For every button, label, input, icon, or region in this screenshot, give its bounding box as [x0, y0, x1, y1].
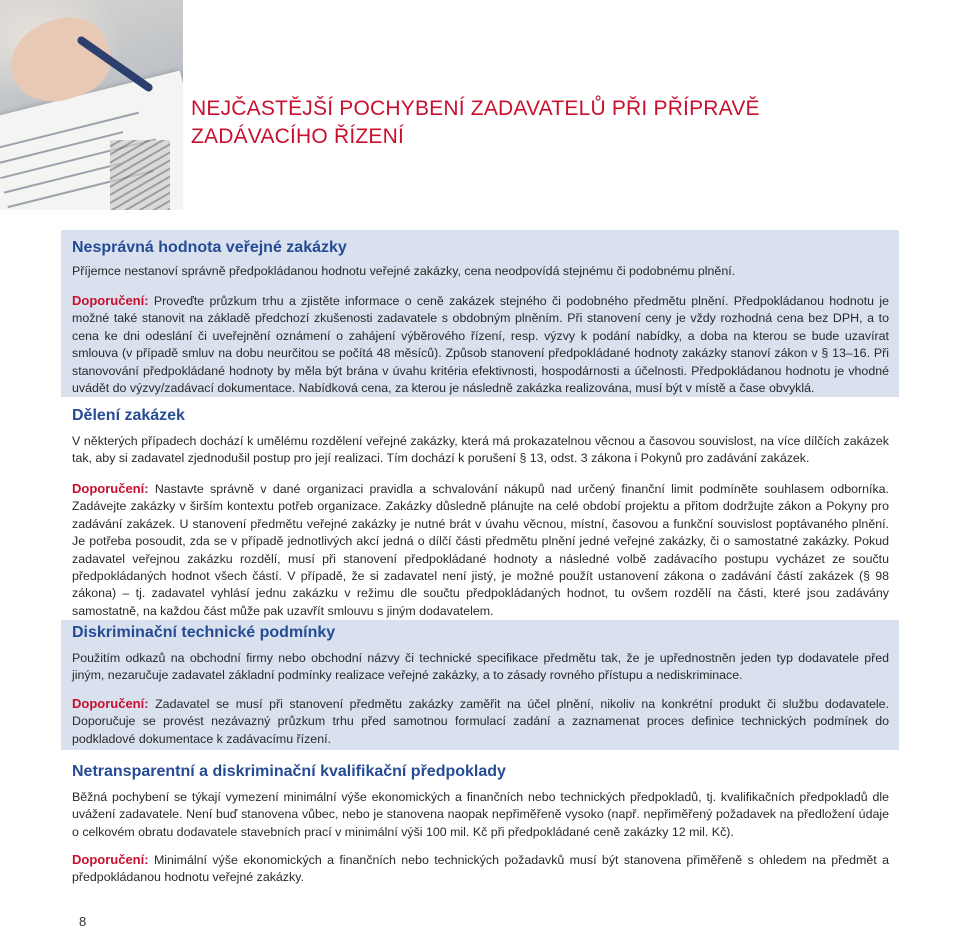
recommendation-label: Doporučení:	[72, 293, 149, 308]
page-number: 8	[79, 914, 87, 929]
section-technical-conditions	[61, 620, 899, 750]
page-title	[191, 95, 760, 151]
recommendation	[72, 851, 889, 887]
header-photo	[0, 0, 183, 210]
section-heading: Dělení zakázek	[72, 407, 185, 424]
recommendation-text: Zadavatel se musí při stanovení předmětu zakázky zaměřit na účel plnění, nikoliv na konkrétní produkt či službu dodavatele. Doporučuje se provést nezávazný průzkum trhu před samotnou formulací zadání a zaznamenat proces definice technických podmínek do podkladové dokumentace k zadávacímu řízení.	[72, 697, 889, 746]
recommendation	[72, 480, 889, 620]
section-splitting	[61, 400, 899, 618]
section-intro: Běžná pochybení se týkají vymezení minimální výše ekonomických a finančních nebo technických předpokladů, tj. kvalifikačních předpokladů dle uvážení zadavatele. Není buď stanovena vůbec, nebo je stanovena naopak nepřiměřeně vysoko (např. nepřiměřený požadavek na předložení údaje o celkovém obratu dodavatele stavebních prací v minimální výši 100 mil. Kč při předpokládané ceně zakázky 12 mil. Kč).	[72, 790, 889, 839]
section-intro: Příjemce nestanoví správně předpokládanou hodnotu veřejné zakázky, cena neodpovídá stejnému či podobnému plnění.	[72, 264, 736, 278]
recommendation	[72, 292, 889, 397]
recommendation-text: Minimální výše ekonomických a finančních nebo technických požadavků musí být stanovena přiměřeně s ohledem na předmět a předpokládanou hodnotu veřejné zakázky.	[72, 853, 889, 885]
section-heading: Nesprávná hodnota veřejné zakázky	[72, 239, 347, 256]
section-incorrect-value	[61, 230, 899, 397]
title-line-2: ZADÁVACÍHO ŘÍZENÍ	[191, 125, 405, 148]
section-qualification	[61, 755, 899, 890]
section-heading: Netransparentní a diskriminační kvalifikační předpoklady	[72, 763, 506, 780]
recommendation	[72, 695, 889, 748]
section-heading: Diskriminační technické podmínky	[72, 624, 336, 641]
recommendation-label: Doporučení:	[72, 852, 149, 867]
section-intro: Použitím odkazů na obchodní firmy nebo obchodní názvy či technické specifikace předmětu tak, že je upřednostněn jeden typ dodavatele před jiným, nezaručuje zadavatel základní podmínky realizace veřejné zakázky, a to zásady rovného přístupu a nediskriminace.	[72, 651, 889, 683]
recommendation-text: Nastavte správně v dané organizaci pravidla a schvalování nákupů nad určený finanční limit podmíněte souhlasem odborníka. Zadávejte zakázky v širším kontextu potřeb organizace. Zakázky důsledně plánujte na celé období projektu a přitom dodržujte zákon a Pokyny pro zadávání zakázek. U stanovení předmětu veřejné zakázky je nutné brát v úvahu věcnou, místní, časovou a funkční souvislost poptávaného plnění. Je potřeba posoudit, zda se v případě jednotlivých akcí jedná o dílčí části předmětu plnění jedné veřejné zakázky, či o samostatné zakázky. Pokud zadavatel veřejnou zakázku rozdělí, musí při stanovení předpokládané hodnoty a následné volbě zadávacího postupu vycházet ze součtu předpokládaných hodnot všech částí. V případě, že si zadavatel není jistý, je možné použít ustanovení zákona o zadávání částí zakázek (§ 98 zákona) – tj. zadavatel vyhlásí jednu zakázku v režimu dle součtu předpokládaných hodnot, tu ovšem rozdělí na části, které jsou zadávány samostatně, na každou část může pak uzavřít smlouvu s jiným dodavatelem.	[72, 482, 889, 618]
recommendation-label: Doporučení:	[72, 696, 149, 711]
section-intro: V některých případech dochází k umělému rozdělení veřejné zakázky, která má prokazatelnou věcnou a časovou souvislost, na více dílčích zakázek tak, aby si zadavatel zjednodušil postup pro její realizaci. Tím dochází k porušení § 13, odst. 3 zákona i Pokynů pro zadávání zakázek.	[72, 434, 889, 466]
recommendation-text: Proveďte průzkum trhu a zjistěte informace o ceně zakázek stejného či podobného předmětu plnění. Předpokládanou hodnotu je možné také stanovit na základě předchozí zkušenosti zadavatele s obdobným plněním. Při stanovení ceny je vždy rozhodná cena bez DPH, a to cena ke dni odeslání či uveřejnění oznámení o zahájení výběrového řízení, resp. výzvy k podání nabídky, a doba na kterou se bude uzavírat smlouva (v případě smluv na dobu neurčitou se počítá 48 měsíců). Způsob stanovení předpokládané hodnoty zakázky stanoví zákon v § 13–16. Při stanovování předpokládané hodnoty by měla být brána v úvahu kritéria efektivnosti, hospodárnosti a účelnosti. Předpokládanou hodnotu je vhodné uvádět do výzvy/zadávací dokumentace. Nabídková cena, za kterou je následně zakázka realizována, musí být v místě a čase obvyklá.	[72, 294, 889, 396]
recommendation-label: Doporučení:	[72, 481, 149, 496]
title-line-1: NEJČASTĚJŠÍ POCHYBENÍ ZADAVATELŮ PŘI PŘÍPRAVĚ	[191, 97, 760, 120]
